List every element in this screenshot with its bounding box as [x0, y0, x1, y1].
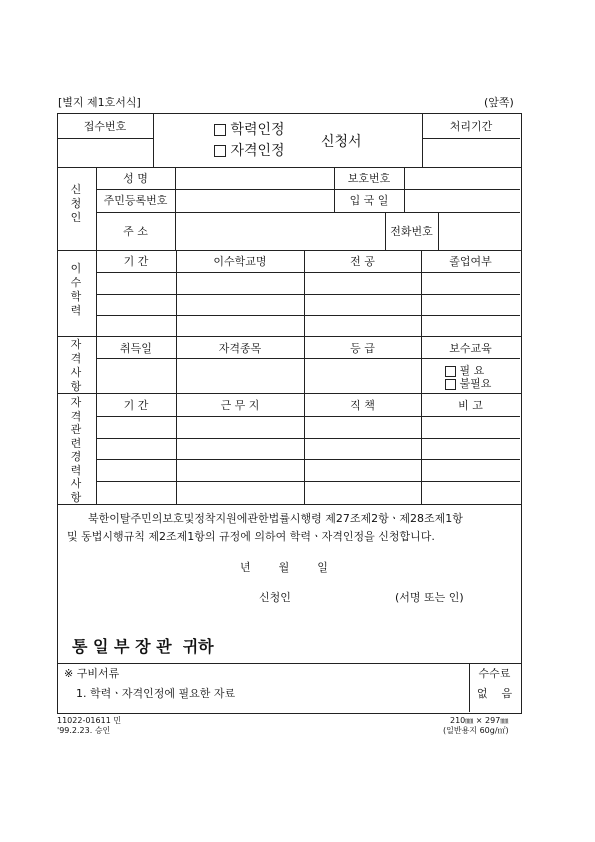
option-qualification[interactable] [214, 140, 285, 160]
required-documents-label: ※ 구비서류 [64, 667, 120, 680]
option-education-label: 학력인정 [230, 122, 285, 138]
name-field[interactable] [176, 168, 334, 189]
entry-date-field[interactable] [405, 190, 520, 212]
training-not-needed-option[interactable] [445, 375, 491, 391]
form-code: 11022-01611 민 [57, 716, 122, 725]
phone-field[interactable] [439, 213, 520, 250]
required-document-1: 1. 학력ㆍ자격인정에 필요한 자료 [76, 687, 236, 700]
protection-number-label: 보호번호 [347, 172, 391, 185]
career-header-position: 직 책 [350, 399, 375, 412]
career-header-remarks: 비 고 [458, 399, 483, 412]
education-header-graduation: 졸업여부 [449, 255, 492, 268]
receipt-number-field[interactable] [58, 139, 153, 167]
qualification-section-label: 자 격 사 항 [70, 338, 82, 393]
resident-number-label: 주민등록번호 [103, 194, 168, 207]
processing-period-field[interactable] [423, 139, 520, 167]
applicant-sign-label: 신청인 [259, 591, 291, 604]
training-needed-label: 필 요 [459, 364, 485, 377]
statement-line-1: 북한이탈주민의보호및정착지원에관한법률시행령 제27조제2항ㆍ제28조제1항 [88, 512, 463, 525]
page-side: (앞쪽) [484, 96, 514, 109]
addressee: 통 일 부 장 관 귀하 [72, 637, 214, 656]
education-header-school: 이수학교명 [213, 255, 267, 268]
address-label: 주 소 [123, 225, 148, 238]
qualification-header-grade: 등 급 [350, 342, 375, 355]
education-section-label: 이 수 학 력 [70, 262, 82, 317]
career-header-period: 기 간 [123, 399, 149, 412]
processing-period-label: 처리기간 [449, 120, 493, 133]
paper-type: (일반용지 60g/㎡) [443, 726, 509, 735]
qualification-header-date: 취득일 [120, 342, 152, 355]
fee-value: 없 음 [476, 687, 513, 700]
education-header-major: 전 공 [350, 255, 375, 268]
career-header-workplace: 근 무 지 [220, 399, 260, 412]
phone-label: 전화번호 [390, 225, 433, 238]
form-number: [별지 제1호서식] [58, 96, 141, 109]
receipt-number-label: 접수번호 [83, 120, 127, 133]
education-header-period: 기 간 [123, 255, 149, 268]
entry-date-label: 입 국 일 [349, 194, 389, 207]
training-not-needed-label: 불필요 [459, 377, 492, 390]
signature-label: (서명 또는 인) [395, 591, 464, 604]
qualification-header-training: 보수교육 [449, 342, 492, 355]
application-date: 년 월 일 [240, 561, 328, 574]
protection-number-field[interactable] [405, 168, 520, 189]
fee-label: 수수료 [478, 667, 511, 680]
approval-date: '99.2.23. 승인 [57, 726, 111, 735]
checkbox-icon[interactable] [214, 124, 226, 136]
option-qualification-label: 자격인정 [230, 143, 285, 159]
form-title: 신청서 [321, 134, 362, 150]
career-section-label: 자 격 관 련 경 력 사 항 [70, 396, 82, 504]
qualification-header-type: 자격종목 [218, 342, 262, 355]
applicant-section-label: 신 청 인 [70, 183, 82, 224]
checkbox-icon[interactable] [214, 145, 226, 157]
resident-number-field[interactable] [176, 190, 334, 212]
option-education[interactable] [214, 119, 285, 139]
address-field[interactable] [176, 213, 385, 250]
name-label: 성 명 [123, 172, 148, 185]
statement-line-2: 및 동법시행규칙 제2조제1항의 규정에 의하여 학력ㆍ자격인정을 신청합니다. [67, 530, 435, 543]
paper-size: 210㎜ × 297㎜ [450, 716, 509, 725]
checkbox-icon[interactable] [445, 379, 456, 390]
